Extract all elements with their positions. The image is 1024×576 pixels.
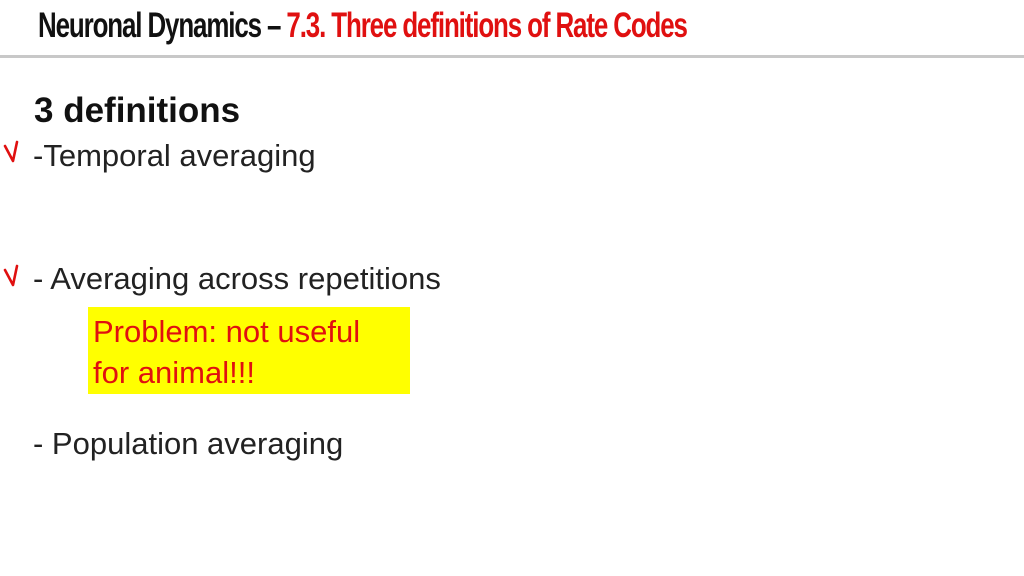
problem-note-line: Problem: not useful: [93, 314, 361, 349]
title-highlight: 7.3. Three definitions of Rate Codes: [286, 6, 687, 45]
check-icon: [3, 138, 25, 166]
check-icon: [3, 262, 25, 290]
title-divider: [0, 55, 1024, 58]
definition-item-repetitions: - Averaging across repetitions: [33, 261, 441, 296]
definition-item-temporal: -Temporal averaging: [33, 138, 316, 173]
slide-title: [38, 4, 687, 48]
definitions-heading: 3 definitions: [34, 91, 241, 130]
problem-note-line: for animal!!!: [93, 355, 255, 390]
problem-note: [88, 307, 410, 394]
title-prefix: Neuronal Dynamics –: [38, 6, 287, 45]
definition-item-population: - Population averaging: [33, 426, 344, 461]
